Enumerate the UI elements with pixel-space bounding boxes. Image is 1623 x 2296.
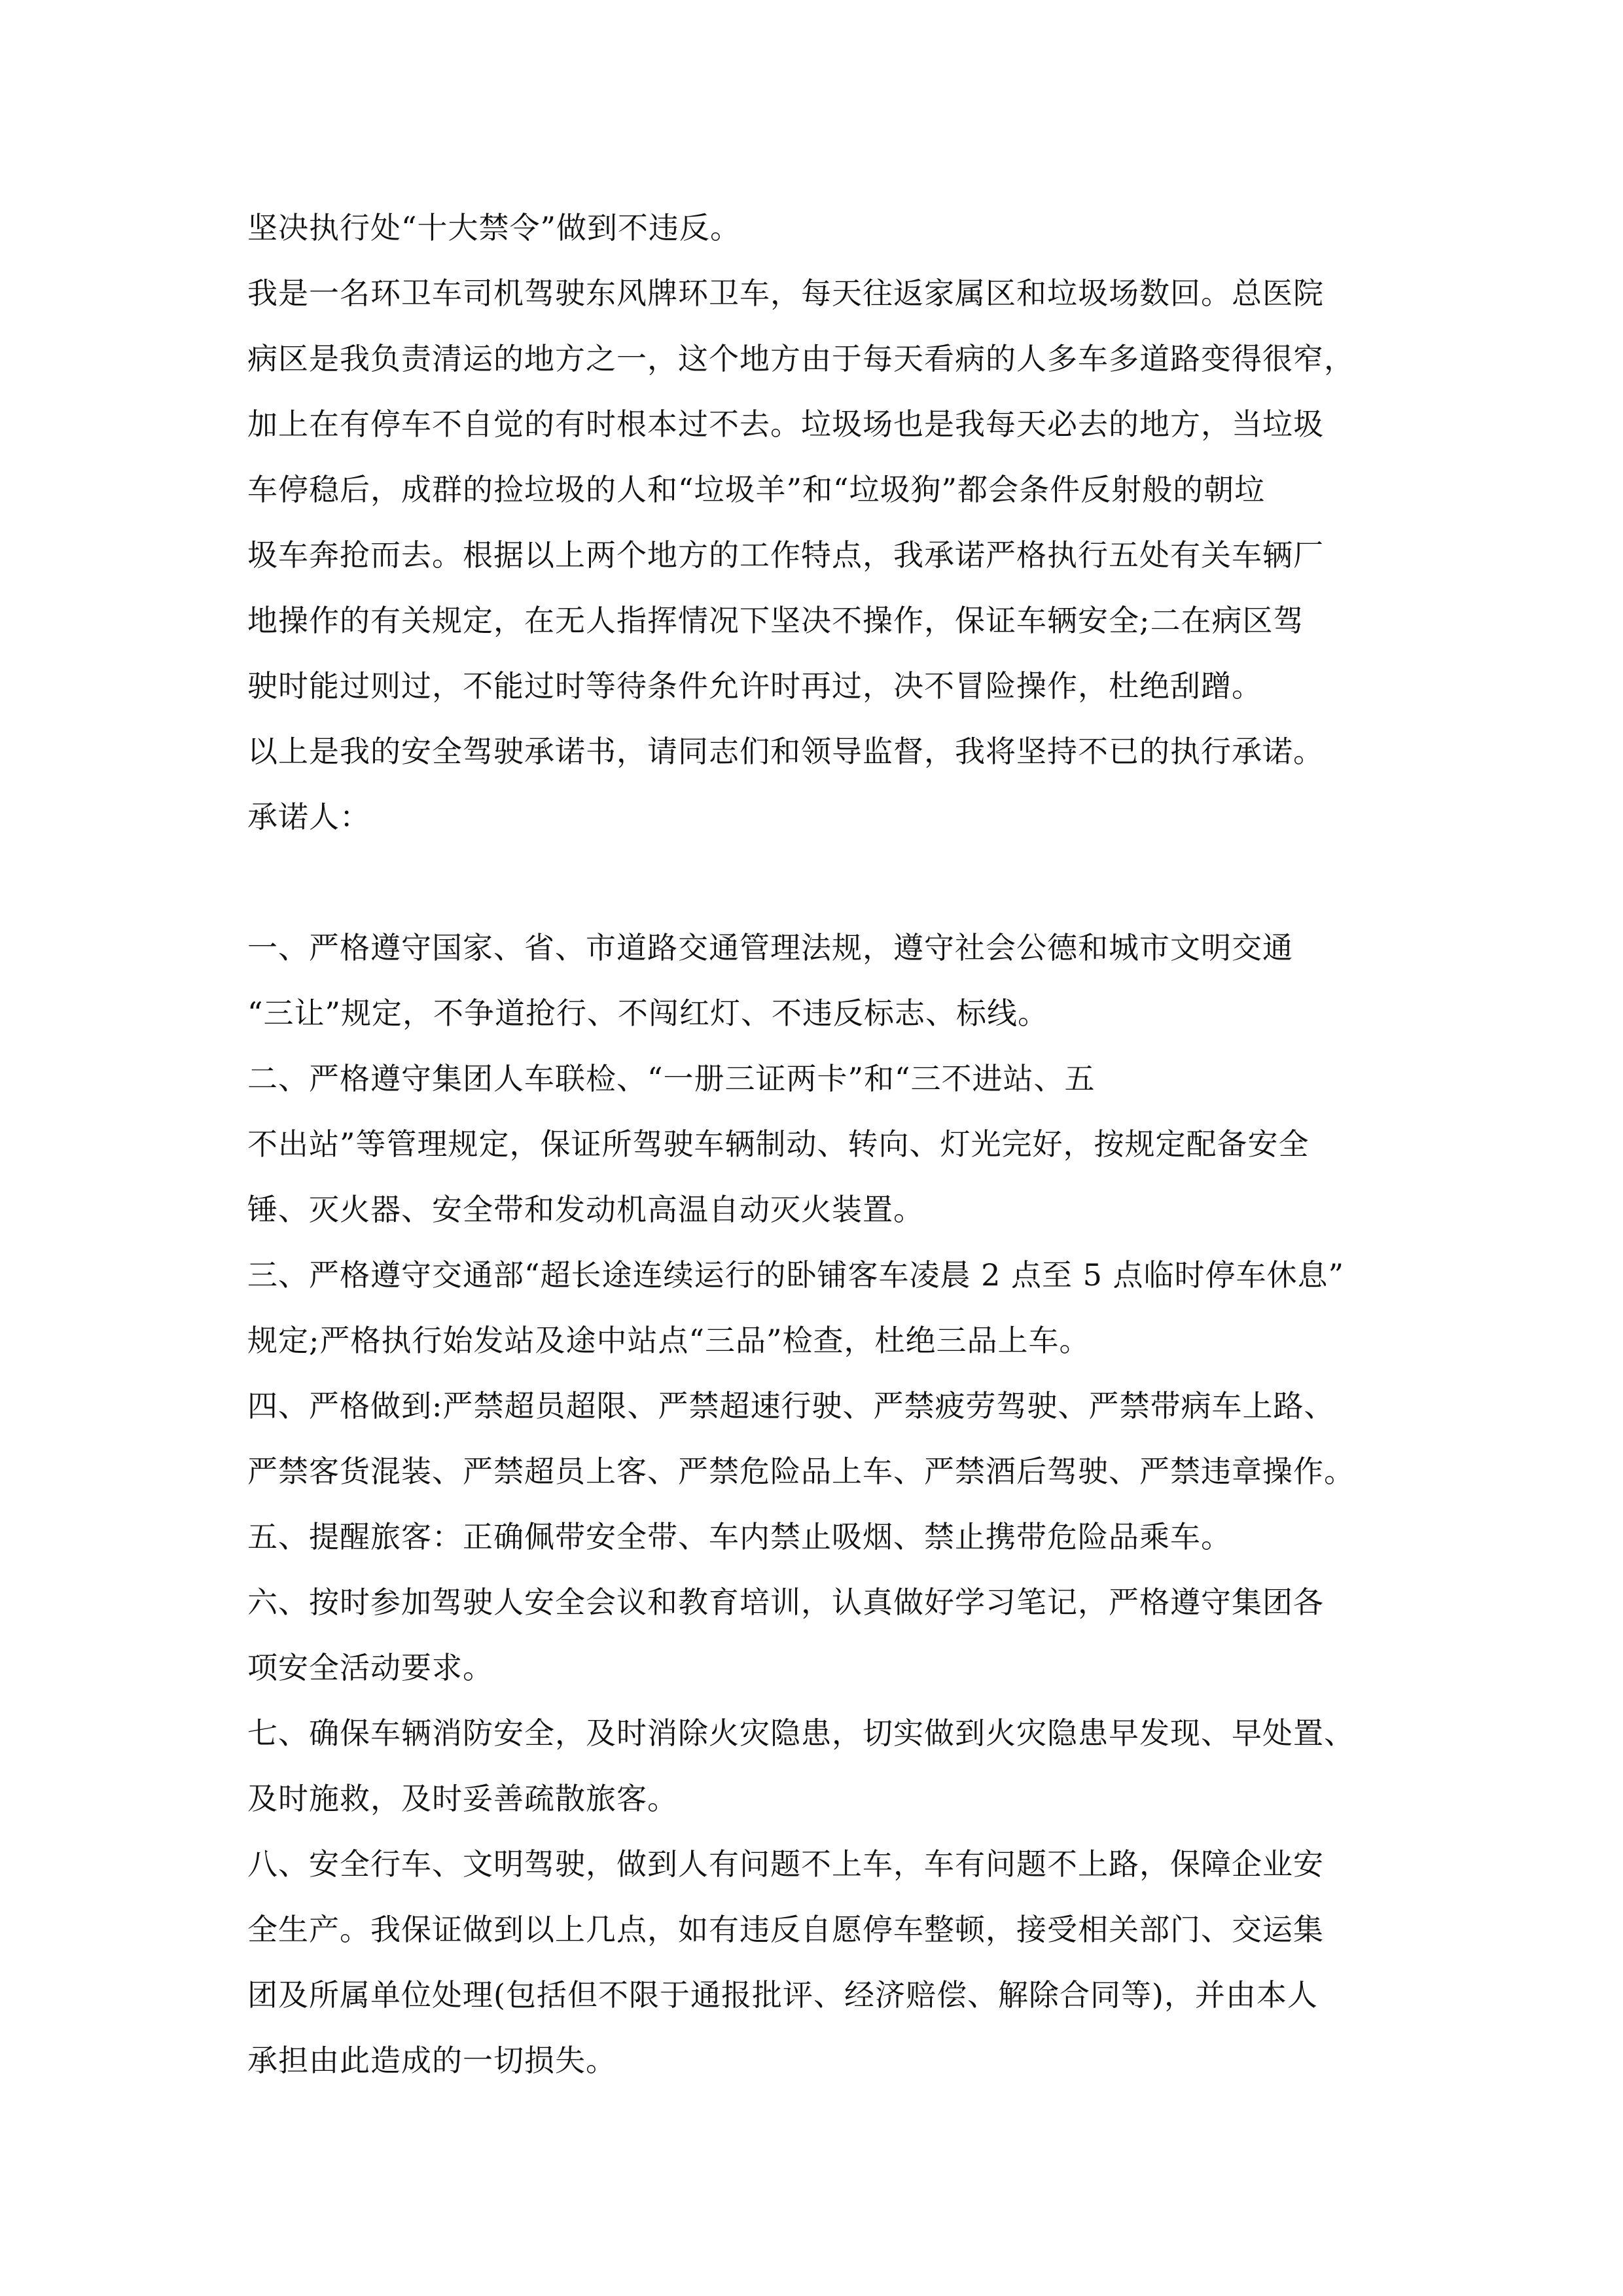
text-line: 五、提醒旅客：正确佩带安全带、车内禁止吸烟、禁止携带危险品乘车。 (247, 1519, 1232, 1554)
text-line: 地操作的有关规定，在无人指挥情况下坚决不操作，保证车辆安全;二在病区驾 (247, 603, 1304, 638)
text-line: 七、确保车辆消防安全，及时消除火灾隐患，切实做到火灾隐患早发现、早处置、 (247, 1715, 1355, 1751)
text-line: 驶时能过则过，不能过时等待条件允许时再过，决不冒险操作，杜绝刮蹭。 (247, 668, 1262, 704)
text-line: 承担由此造成的一切损失。 (247, 2043, 616, 2078)
text-line: 不出站”等管理规定，保证所驾驶车辆制动、转向、灯光完好，按规定配备安全 (247, 1126, 1310, 1162)
text-line: 四、严格做到:严禁超员超限、严禁超速行驶、严禁疲劳驾驶、严禁带病车上路、 (247, 1388, 1335, 1424)
text-line: 规定;严格执行始发站及途中站点“三品”检查，杜绝三品上车。 (247, 1323, 1090, 1358)
text-line: 以上是我的安全驾驶承诺书，请同志们和领导监督，我将坚持不已的执行承诺。 (247, 734, 1324, 769)
text-line: 项安全活动要求。 (247, 1650, 493, 1685)
text-line: 三、严格遵守交通部“超长途连续运行的卧铺客车凌晨 2 点至 5 点临时停车休息” (247, 1257, 1345, 1293)
text-line: 加上在有停车不自觉的有时根本过不去。垃圾场也是我每天必去的地方，当垃圾 (247, 406, 1324, 442)
text-line: 六、按时参加驾驶人安全会议和教育培训，认真做好学习笔记，严格遵守集团各 (247, 1585, 1324, 1620)
signature-label: 承诺人： (247, 799, 370, 834)
text-line: 车停稳后，成群的捡垃圾的人和“垃圾羊”和“垃圾狗”都会条件反射般的朝垃 (247, 472, 1266, 507)
text-line: 二、严格遵守集团人车联检、“一册三证两卡”和“三不进站、五 (247, 1061, 1096, 1096)
text-line: 严禁客货混装、严禁超员上客、严禁危险品上车、严禁酒后驾驶、严禁违章操作。 (247, 1454, 1355, 1489)
text-line: 团及所属单位处理(包括但不限于通报批评、经济赔偿、解除合同等)，并由本人 (247, 1977, 1318, 2013)
text-line: 病区是我负责清运的地方之一，这个地方由于每天看病的人多车多道路变得很窄， (247, 341, 1355, 376)
text-line: 八、安全行车、文明驾驶，做到人有问题不上车，车有问题不上路，保障企业安 (247, 1846, 1324, 1882)
text-line: 我是一名环卫车司机驾驶东风牌环卫车，每天往返家属区和垃圾场数回。总医院 (247, 276, 1324, 311)
text-line: 一、严格遵守国家、省、市道路交通管理法规，遵守社会公德和城市文明交通 (247, 930, 1293, 965)
text-line: 全生产。我保证做到以上几点，如有违反自愿停车整顿，接受相关部门、交运集 (247, 1912, 1324, 1947)
text-line: 及时施救，及时妥善疏散旅客。 (247, 1781, 678, 1816)
text-line: 圾车奔抢而去。根据以上两个地方的工作特点，我承诺严格执行五处有关车辆厂 (247, 537, 1324, 573)
text-line: 锤、灭火器、安全带和发动机高温自动灭火装置。 (247, 1192, 924, 1227)
text-line: “三让”规定，不争道抢行、不闯红灯、不违反标志、标线。 (247, 996, 1049, 1031)
text-line: 坚决执行处“十大禁令”做到不违反。 (247, 210, 741, 245)
